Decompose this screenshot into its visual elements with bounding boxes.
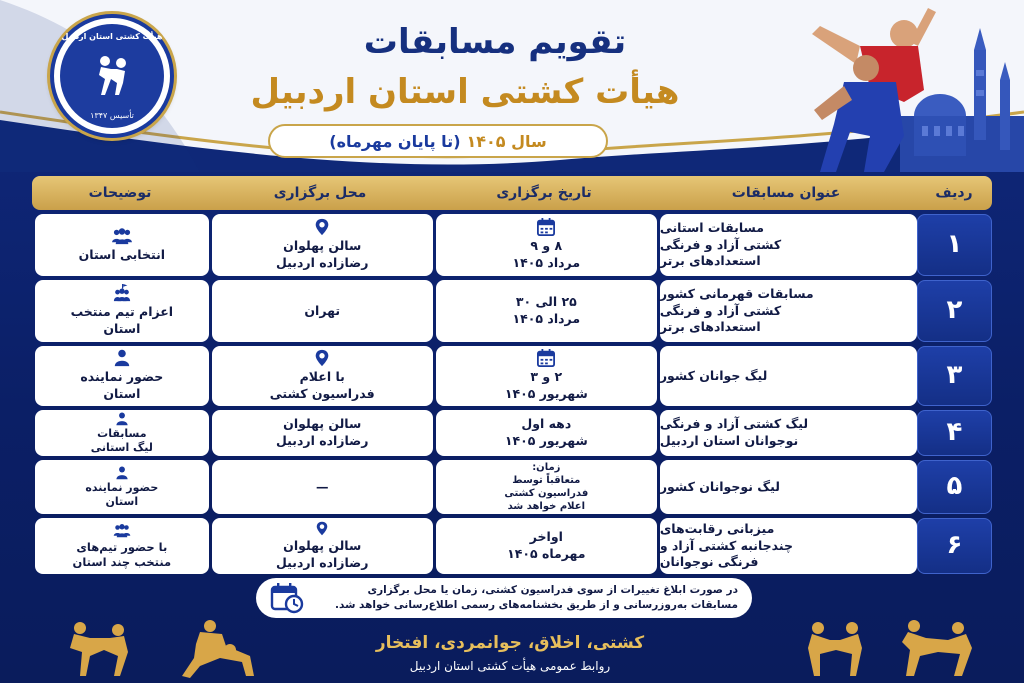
header-cell-venue: محل برگزاری (273, 185, 367, 201)
title-line: نوجوانان استان اردبیل (659, 433, 799, 448)
date-line: دهه اول (521, 416, 572, 432)
note-line: استان (105, 494, 139, 508)
title-line: کشتی آزاد و فرنگی (659, 302, 782, 318)
competition-venue (212, 518, 433, 574)
page-title: تقویم مسابقات (363, 22, 627, 62)
competition-venue (212, 214, 433, 276)
group-icon (110, 523, 134, 538)
logo-top-text: هیأت کشتی استان اردبیل (61, 32, 163, 41)
date-line: ۸ و ۹ (530, 238, 563, 254)
venue-line: سالن پهلوان (283, 416, 362, 432)
title-line: میزبانی رقابت‌های (659, 520, 775, 536)
calendar-clock-icon (270, 582, 304, 614)
title-line: مسابقات استانی (659, 219, 765, 235)
competition-notes (35, 280, 209, 342)
title-line: کشتی آزاد و فرنگی (659, 236, 782, 252)
date-line: ۲ و ۳ (530, 369, 563, 385)
note-line: با حضور تیم‌های (76, 540, 168, 555)
note-line: حضور نماینده (80, 369, 164, 385)
competition-notes (35, 346, 209, 406)
competition-notes (35, 410, 209, 456)
competition-notes (35, 518, 209, 574)
wrestlers-silhouette-right-2 (892, 616, 982, 680)
year-badge (268, 124, 608, 158)
competition-venue (212, 410, 433, 456)
year-label: سال ۱۴۰۵ (466, 131, 547, 151)
notice-box (256, 578, 752, 618)
row-number: ۶ (917, 518, 992, 574)
date-line: مهرماه ۱۴۰۵ (507, 546, 586, 561)
date-line: شهریور ۱۴۰۵ (504, 433, 588, 448)
date-line: متعاقباً توسط (512, 475, 581, 486)
federation-logo (50, 14, 174, 138)
header-cell-title: عنوان مسابقات (731, 185, 841, 201)
title-line: استعدادهای برتر (659, 319, 761, 335)
table-header (32, 176, 992, 210)
logo-bottom-text: تأسیس ۱۳۴۷ (90, 111, 134, 120)
competition-venue (212, 280, 433, 342)
group-icon (110, 227, 134, 245)
note-line: مسابقات (97, 427, 147, 441)
note-line: استان (103, 321, 141, 336)
header (0, 0, 1024, 172)
wrestlers-silhouette-right-1 (790, 618, 880, 680)
calendar-icon (534, 218, 558, 236)
title-line: چندجانبه کشتی آزاد و (659, 537, 793, 553)
row-number: ۳ (917, 346, 992, 406)
date-line: شهریور ۱۴۰۵ (504, 386, 588, 401)
notice-line: مسابقات به‌روزرسانی و از طریق بخشنامه‌های رسمی اطلاع‌رسانی خواهد شد. (335, 599, 738, 611)
notice-line: در صورت ابلاغ تغییرات از سوی فدراسیون کشتی، زمان یا محل برگزاری (367, 583, 738, 596)
person-icon (110, 412, 134, 426)
footer (260, 622, 760, 683)
note-line: انتخابی استان (78, 246, 166, 262)
title-line: مسابقات قهرمانی کشور (659, 285, 814, 301)
note-line: اعزام تیم منتخب (70, 304, 174, 320)
location-pin-icon (310, 349, 334, 367)
note-line: استان (103, 386, 141, 401)
row-number: ۱ (917, 214, 992, 276)
title-line: فرنگی نوجوانان (659, 554, 759, 570)
competition-notes (35, 214, 209, 276)
wrestlers-silhouette-left-1 (50, 618, 150, 680)
competition-date (436, 280, 657, 342)
venue-line: — (315, 478, 329, 494)
date-line: مرداد ۱۴۰۵ (512, 255, 581, 270)
venue-line: سالن پهلوان (283, 537, 362, 553)
venue-line: با اعلام (299, 369, 345, 385)
table-row (32, 518, 992, 574)
wrestlers-silhouette-left-2 (170, 616, 260, 680)
header-cell-notes: توضیحات (88, 185, 152, 201)
calendar-icon (534, 349, 558, 367)
note-line: حضور نماینده (85, 480, 159, 494)
competition-title (660, 214, 917, 276)
date-line: اواخر (529, 529, 563, 545)
competition-title (660, 460, 917, 514)
title-line: لیگ نوجوانان کشور (659, 478, 780, 494)
competition-title (660, 280, 917, 342)
logo-wrestlers-icon (85, 49, 139, 103)
table-row (32, 346, 992, 406)
table-row (32, 410, 992, 456)
location-pin-icon (310, 218, 334, 236)
venue-line: فدراسیون کشتی (269, 386, 375, 401)
person-icon (110, 349, 134, 367)
wrestlers-hero-illustration (800, 6, 940, 172)
header-cell-date: تاریخ برگزاری (496, 185, 592, 201)
competition-notes (35, 460, 209, 514)
row-number: ۲ (917, 280, 992, 342)
table-row (32, 214, 992, 276)
date-line: ۲۵ الی ۳۰ (515, 294, 577, 310)
row-number: ۴ (917, 410, 992, 456)
date-line: فدراسیون کشتی (504, 488, 589, 499)
venue-line: سالن پهلوان (283, 238, 362, 254)
competition-venue (212, 346, 433, 406)
competition-date (436, 214, 657, 276)
date-line: مرداد ۱۴۰۵ (512, 311, 581, 326)
page-subtitle: هیأت کشتی استان اردبیل (250, 72, 680, 112)
notice-text (314, 583, 738, 613)
date-line: زمان: (532, 462, 561, 473)
header-cell-row-number: ردیف (935, 185, 973, 201)
venue-line: رضازاده اردبیل (276, 255, 369, 270)
competition-date (436, 518, 657, 574)
note-line: منتخب چند استان (72, 554, 172, 569)
title-line: لیگ جوانان کشور (659, 367, 768, 383)
venue-line: تهران (304, 302, 341, 318)
competition-title (660, 518, 917, 574)
date-line: اعلام خواهد شد (507, 501, 585, 512)
note-line: لیگ استانی (90, 440, 153, 454)
venue-line: رضازاده اردبیل (276, 554, 369, 570)
competition-venue (212, 460, 433, 514)
team-flag-icon (110, 284, 134, 302)
title-line: استعدادهای برتر (659, 253, 761, 269)
competition-date (436, 410, 657, 456)
venue-line: رضازاده اردبیل (276, 433, 369, 448)
table-row (32, 460, 992, 514)
table-row (32, 280, 992, 342)
competition-date (436, 346, 657, 406)
person-icon (110, 466, 134, 480)
footer-slogan: کشتی، اخلاق، جوانمردی، افتخار (375, 632, 645, 653)
location-pin-icon (310, 521, 334, 536)
competition-title (660, 346, 917, 406)
row-number: ۵ (917, 460, 992, 514)
title-line: لیگ کشتی آزاد و فرنگی (659, 416, 809, 432)
footer-credit: روابط عمومی هیأت کشتی استان اردبیل (409, 658, 611, 673)
competition-date (436, 460, 657, 514)
year-range: (تا پایان مهرماه) (329, 131, 461, 151)
competition-title (660, 410, 917, 456)
